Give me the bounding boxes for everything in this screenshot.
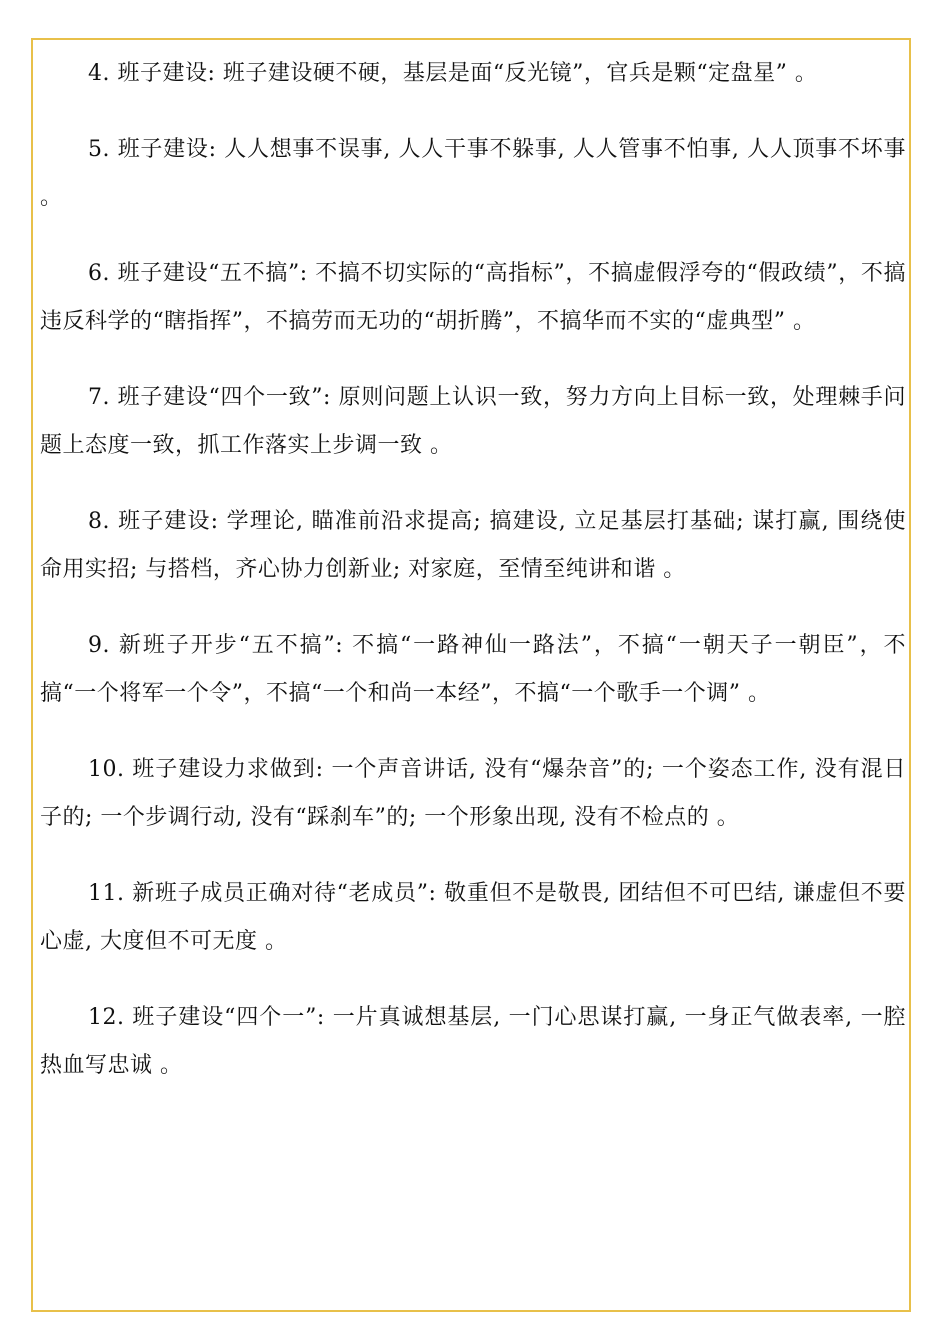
- list-item: 7. 班子建设“四个一致”: 原则问题上认识一致，努力方向上目标一致，处理棘手问题上态度一致，抓工作落实上步调一致 。: [40, 385, 906, 458]
- list-item: 8. 班子建设: 学理论, 瞄准前沿求提高; 搞建设, 立足基层打基础; 谋打赢, 围绕使命用实招; 与搭档，齐心协力创新业; 对家庭，至情至纯讲和谐 。: [40, 509, 906, 582]
- list-item: 12. 班子建设“四个一”: 一片真诚想基层, 一门心思谋打赢, 一身正气做表率, 一腔热血写忠诚 。: [40, 1005, 906, 1078]
- list-item: 10. 班子建设力求做到: 一个声音讲话, 没有“爆杂音”的; 一个姿态工作, 没有混日子的; 一个步调行动, 没有“踩刹车”的; 一个形象出现, 没有不检点的 。: [40, 757, 906, 830]
- list-item: 11. 新班子成员正确对待“老成员”: 敬重但不是敬畏, 团结但不可巴结, 谦虚但不要心虚, 大度但不可无度 。: [40, 881, 906, 954]
- list-item: 4. 班子建设: 班子建设硬不硬，基层是面“反光镜”，官兵是颗“定盘星” 。: [88, 61, 818, 86]
- document-body: [40, 50, 906, 1118]
- list-item: 6. 班子建设“五不搞”: 不搞不切实际的“高指标”，不搞虚假浮夸的“假政绩”，不搞违反科学的“瞎指挥”，不搞劳而无功的“胡折腾”，不搞华而不实的“虚典型” 。: [40, 261, 906, 334]
- list-item: 5. 班子建设: 人人想事不误事, 人人干事不躲事, 人人管事不怕事, 人人顶事不坏事 。: [40, 137, 906, 210]
- list-item: 9. 新班子开步“五不搞”: 不搞“一路神仙一路法”，不搞“一朝天子一朝臣”，不搞“一个将军一个令”，不搞“一个和尚一本经”，不搞“一个歌手一个调” 。: [40, 633, 906, 706]
